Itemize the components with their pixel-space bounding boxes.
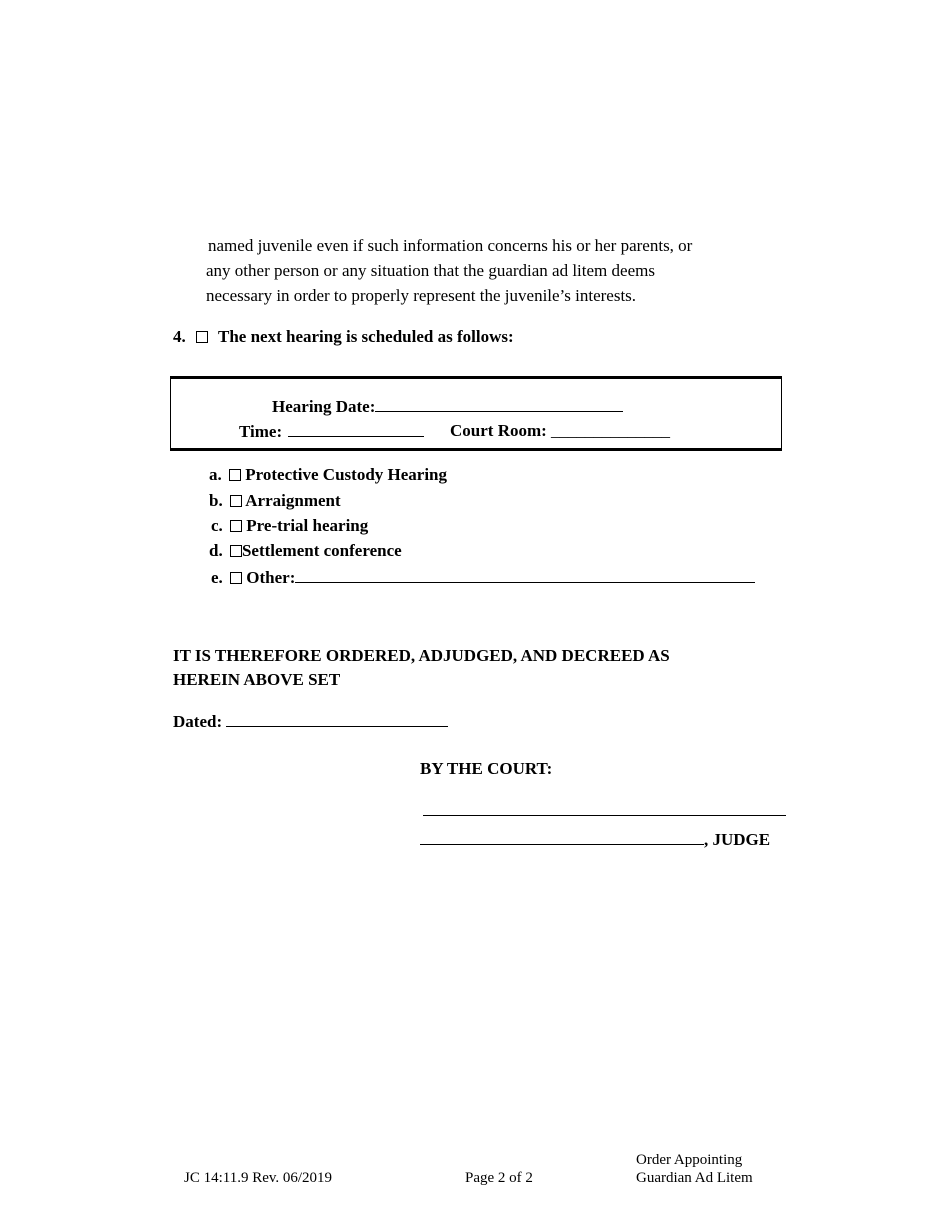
item-4-number: 4. [173,327,186,346]
hearing-type-letter: a. [209,465,222,484]
hearing-date-field[interactable] [375,393,623,412]
intro-line-1: named juvenile even if such information concerns his or her parents, or [208,236,693,255]
hearing-type-d [209,538,402,563]
judge-signature-line[interactable] [423,815,786,816]
hearing-type-letter: d. [209,541,223,560]
protective-custody-checkbox[interactable] [229,469,241,481]
next-hearing-checkbox[interactable] [196,331,208,343]
court-room-label: Court Room: [450,421,547,440]
hearing-type-a [209,462,447,487]
hearing-date-label: Hearing Date: [272,397,376,416]
hearing-type-letter: b. [209,491,223,510]
by-the-court-label: BY THE COURT: [420,759,553,778]
footer-page-number: Page 2 of 2 [465,1170,533,1186]
arraignment-checkbox[interactable] [230,495,242,507]
judge-name-field[interactable] [420,826,704,845]
judge-name-row [420,826,770,852]
pre-trial-checkbox[interactable] [230,520,242,532]
other-checkbox[interactable] [230,572,242,584]
footer-title-line-1: Order Appointing [636,1152,743,1168]
settlement-conference-checkbox[interactable] [230,545,242,557]
judge-label: , JUDGE [704,830,771,849]
intro-line-2: any other person or any situation that the guardian ad litem deems [206,261,655,280]
time-field[interactable] [288,418,424,437]
order-line-2: HEREIN ABOVE SET [173,670,341,689]
dated-row [173,708,448,734]
item-4-heading [173,324,514,349]
hearing-type-b [209,488,341,513]
hearing-date-row [272,393,623,419]
footer-form-number: JC 14:11.9 Rev. 06/2019 [184,1170,333,1186]
footer-title-line-2: Guardian Ad Litem [636,1170,753,1186]
hearing-type-label: Protective Custody Hearing [245,465,448,484]
next-hearing-label: The next hearing is scheduled as follows: [218,327,514,346]
hearing-type-label: Arraignment [245,491,341,510]
time-label: Time: [239,422,283,441]
time-row [239,418,424,444]
hearing-type-letter: c. [211,516,223,535]
hearing-type-c [211,513,368,538]
dated-label: Dated: [173,712,223,731]
court-room-field[interactable]: ______________ [551,421,671,440]
hearing-type-e [211,564,755,590]
dated-field[interactable] [226,708,448,727]
hearing-type-label: Other: [246,568,296,587]
hearing-type-label: Settlement conference [241,541,402,560]
order-line-1: IT IS THEREFORE ORDERED, ADJUDGED, AND DECREED AS [173,646,670,665]
hearing-type-label: Pre-trial hearing [246,516,369,535]
intro-line-3: necessary in order to properly represent the juvenile’s interests. [206,286,637,305]
other-field[interactable] [295,564,755,583]
court-room-row [450,418,670,443]
hearing-type-letter: e. [211,568,223,587]
